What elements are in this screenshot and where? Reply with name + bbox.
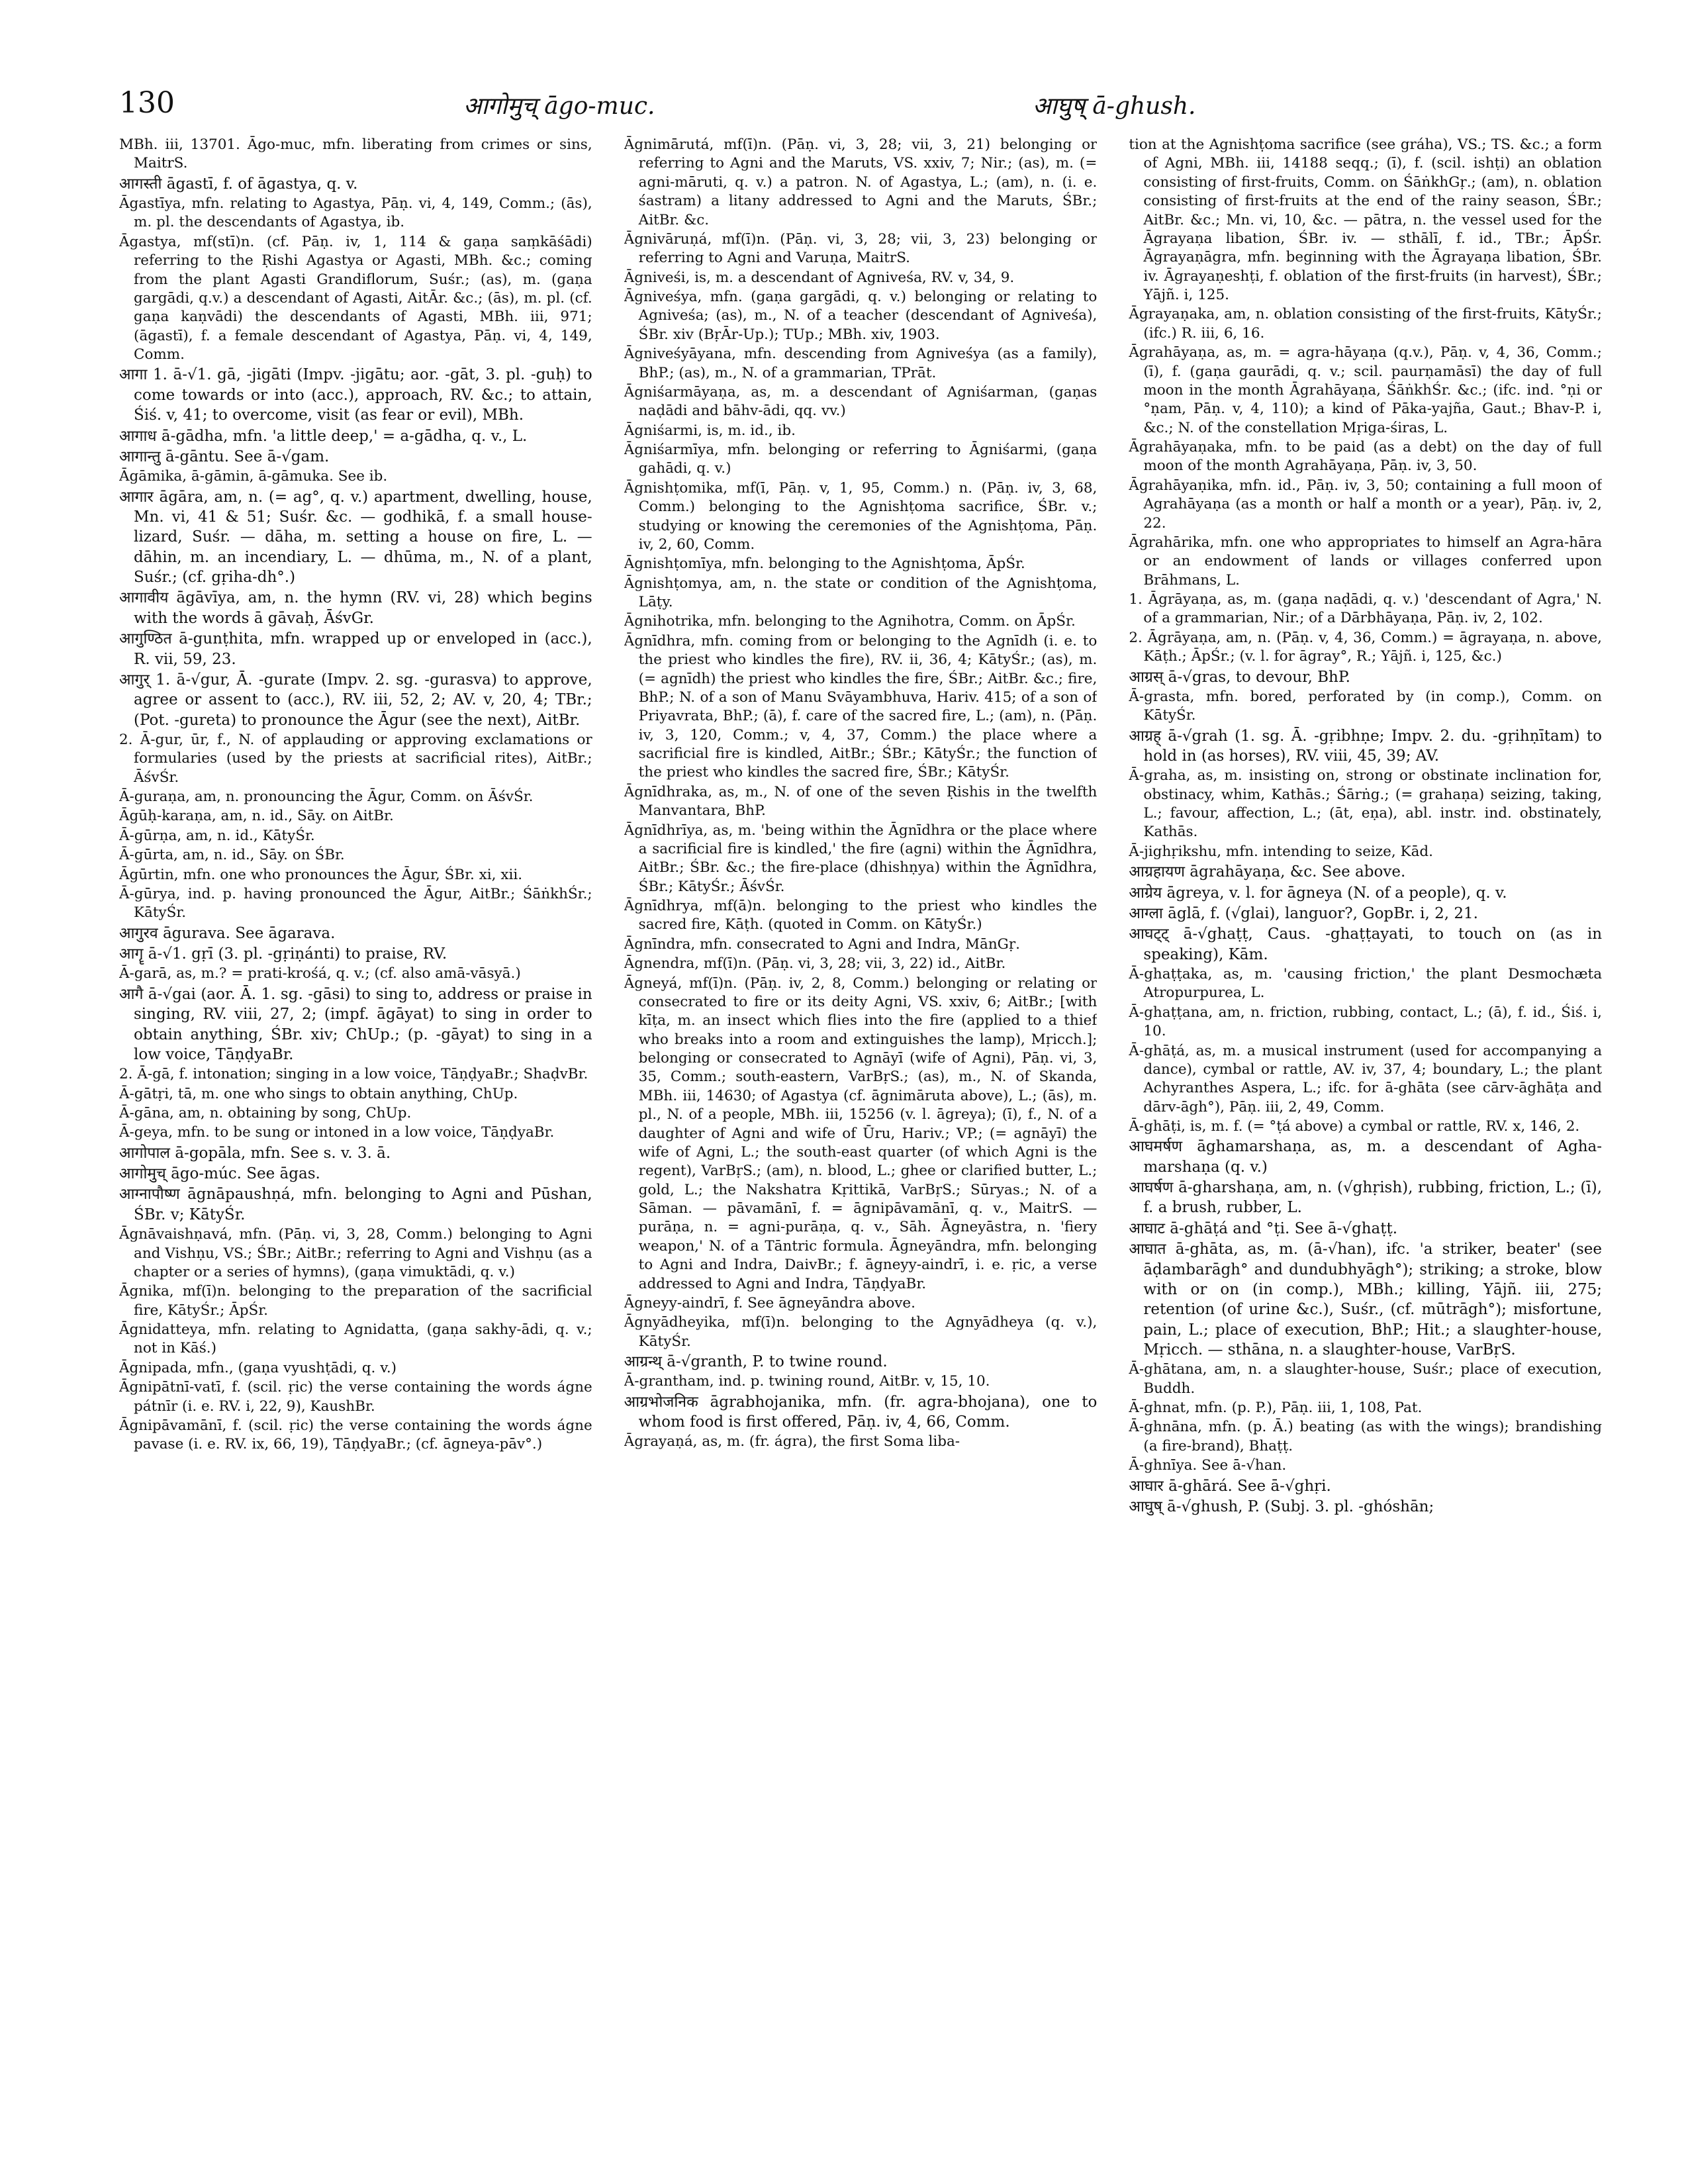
column-3 <box>1129 136 1602 2148</box>
dictionary-entry: आग्ला āglā, f. (√glai), languor?, GopBr. i, 2, 21. <box>1129 904 1478 922</box>
dictionary-entry: tion at the Agnishṭoma sacrifice (see gráha), VS.; TS. &c.; a form of Agni, MBh. iii, 14188 seqq.; (ī), f. (scil. ishṭi) an oblation consisting of first-fruits, Comm. on ŚāṅkhGṛ.; (am), n. oblation consisting of first-fruits at the end of the rainy season, ŚBr.; AitBr. &c.; Mn. vi, 10, &c. — pātra, n. the vessel used for the Āgrayaṇa libation, ŚBr. iv. — sthālī, f. id., TBr.; ĀpŚr. Āgrayaṇāgra, mfn. beginning with the Āgrayaṇa libation, ŚBr. iv. Āgrayaṇeshṭi, f. oblation of the first-fruits (in harvest), ŚBr.; Yājñ. i, 125. <box>1129 136 1603 303</box>
dictionary-entry: Āgnihotrika, mfn. belonging to the Agnihotra, Comm. on ĀpŚr. <box>624 613 1076 630</box>
dictionary-entry: Ā-gātṛi, tā, m. one who sings to obtain anything, ChUp. <box>119 1085 518 1102</box>
running-head-left: आगोमुच् āgo-muc. <box>463 93 655 120</box>
dictionary-entry: Āgrayaṇaka, am, n. oblation consisting of the first-fruits, KātyŚr.; (ifc.) R. iii, 6, 16. <box>1129 306 1603 342</box>
dictionary-entry: Āgnimārutá, mf(ī)n. (Pāṇ. vi, 3, 28; vii, 3, 21) belonging or referring to Agni and the Maruts, VS. xxiv, 7; Nir.; (as), m. (= agni-māruti, q. v.) a patron. N. of Agastya, L.; (am), n. (i. e. śastram) a litany addressed to Agni and the Maruts, ŚBr.; AitBr. &c. <box>624 136 1098 228</box>
column-2 <box>624 136 1098 2148</box>
dictionary-entry: आगॄ ā-√1. gṛī (3. pl. -gṛiṇánti) to praise, RV. <box>119 945 447 963</box>
dictionary-entry: Ā-ghāṭá, as, m. a musical instrument (used for accompanying a dance), cymbal or rattle, AV. iv, 37, 4; boundary, L.; the plant Achyranthes Aspera, L.; ifc. for ā-ghāta (see cārv-āghāṭa and dārv-āgh°), Pāṇ. iii, 2, 49, Comm. <box>1129 1042 1603 1116</box>
dictionary-entry: आगुर् 1. ā-√gur, Ā. -gurate (Impv. 2. sg. -gurasva) to approve, agree or assent to (acc.), RV. iii, 52, 2; AV. v, 20, 4; TBr.; (Pot. -gureta) to pronounce the Āgur (see the next), AitBr. <box>119 671 592 729</box>
dictionary-entry: Āgrahāyaṇaka, mfn. to be paid (as a debt) on the day of full moon of the month Agrahāyaṇa, Pāṇ. iv, 3, 50. <box>1129 439 1603 475</box>
dictionary-entry: Ā-gūrṇa, am, n. id., KātyŚr. <box>119 827 315 844</box>
column-1 <box>119 136 592 2148</box>
dictionary-entry: Ā-jighṛikshu, mfn. intending to seize, Kād. <box>1129 843 1433 860</box>
dictionary-entry: आगावीय āgāvīya, am, n. the hymn (RV. vi, 28) which begins with the words ā gāvaḥ, ĀśvGr. <box>119 589 592 627</box>
dictionary-entry: Ā-guraṇa, am, n. pronouncing the Āgur, Comm. on ĀśvŚr. <box>119 788 534 806</box>
dictionary-entry: Āgnīndra, mfn. consecrated to Agni and Indra, MānGṛ. <box>624 935 1020 953</box>
dictionary-entry: Ā-ghātana, am, n. a slaughter-house, Suśr.; place of execution, Buddh. <box>1129 1361 1603 1397</box>
dictionary-entry: Āgrahāyaṇa, as, m. = agra-hāyaṇa (q.v.), Pāṇ. v, 4, 36, Comm.; (ī), f. (gaṇa gaurādi, q. v.; scil. paurṇamāsī) the day of full moon in the month Āgrahāyaṇa, ŚāṅkhŚr. &c.; (ifc. ind. °ṇi or °ṇam, Pāṇ. v, 4, 110); a kind of Pāka-yajña, Gaut.; Bhav-P. i, &c.; N. of the constellation Mṛiga-śiras, L. <box>1129 344 1603 436</box>
dictionary-entry: आगाध ā-gādha, mfn. 'a little deep,' = a-gādha, q. v., L. <box>119 427 528 445</box>
dictionary-entry: Āgneyá, mf(ī)n. (Pāṇ. iv, 2, 8, Comm.) belonging or relating or consecrated to fire or its deity Agni, VS. xxiv, 6; AitBr.; [with kīṭa, m. an insect which flies into the fire (applied to a thief who breaks into a room and extinguishes the lamp), Mṛicch.]; belonging or consecrated to Agnāyī (wife of Agni), Pāṇ. vi, 3, 35, Comm.; south-eastern, VarBṛS.; (as), m., N. of Skanda, MBh. iii, 14630; of Agastya (cf. āgnimāruta above), L.; (ās), m. pl., N. of a people, MBh. iii, 15256 (v. l. āgreya); (ī), f., N. of a daughter of Agni and wife of Ūru, Hariv.; VP.; (= agnāyī) the wife of Agni, L.; the south-east quarter (of which Agni is the regent), VarBṛS.; (am), n. blood, L.; ghee or clarified butter, L.; gold, L.; the Nakshatra Kṛittikā, VarBṛS.; Sūryas.; N. of a Sāman. — pāvamānī, f. = āgnipāvamānī, q. v., MaitrS. — purāṇa, n. = agni-purāṇa, q. v., Sāh. Āgneyāstra, n. 'fiery weapon,' N. of a Tāntric formula. Āgneyāndra, mfn. belonging to Agni and Indra, DaivBr.; f. āgneyy-aindrī, i. e. ṛic, a verse addressed to Agni and Indra, TāṇḍyaBr. <box>624 974 1098 1292</box>
text-columns <box>119 136 1602 2148</box>
dictionary-entry: 1. Āgrāyaṇa, as, m. (gaṇa naḍādi, q. v.) 'descendant of Agra,' N. of a grammarian, Nir.; of a Dārbhāyaṇa, Pāṇ. iv, 2, 102. <box>1129 591 1603 627</box>
dictionary-entry: Āgūrtin, mfn. one who pronounces the Āgur, ŚBr. xi, xii. <box>119 866 523 883</box>
dictionary-entry: 2. Ā-gā, f. intonation; singing in a low voice, TāṇḍyaBr.; ShaḍvBr. <box>119 1066 588 1083</box>
dictionary-entry: Ā-ghnīya. See ā-√han. <box>1129 1457 1287 1474</box>
dictionary-entry: Āgniveśyāyana, mfn. descending from Agniveśya (as a family), BhP.; (as), m., N. of a grammarian, TPrāt. <box>624 346 1098 381</box>
dictionary-entry: आगोपाल ā-gopāla, mfn. See s. v. 3. ā. <box>119 1144 391 1162</box>
dictionary-entry: Āgnipātnī-vatī, f. (scil. ṛic) the verse containing the words ágne pátnīr (i. e. RV. i, 22, 9), KaushBr. <box>119 1379 592 1415</box>
dictionary-entry: Āgnishṭomya, am, n. the state or condition of the Agnishṭoma, Lāṭy. <box>624 575 1098 610</box>
dictionary-entry: आगा 1. ā-√1. gā, -jigāti (Impv. -jigātu; aor. -gāt, 3. pl. -guḥ) to come towards or into (acc.), approach, RV. &c.; to attain, Śiś. v, 41; to overcome, visit (as fear or evil), MBh. <box>119 366 592 424</box>
dictionary-entry: Ā-ghaṭṭaka, as, m. 'causing friction,' the plant Desmochæta Atropurpurea, L. <box>1129 966 1603 1002</box>
dictionary-entry: आघर्षण ā-gharshaṇa, am, n. (√ghṛish), rubbing, friction, L.; (ī), f. a brush, rubber, L. <box>1129 1179 1603 1217</box>
dictionary-entry: Āgastya, mf(stī)n. (cf. Pāṇ. iv, 1, 114 & gaṇa saṃkāśādi) referring to the Ṛishi Agastya or Agasti, MBh. &c.; coming from the plant Agasti Grandiflorum, Suśr.; (as), m. (gaṇa gargādi, q.v.) a descendant of Agasti, AitĀr. &c.; (ās), m. pl. (cf. gaṇa kaṇvādi) the descendants of Agasti, MBh. iii, 971; (āgastī), f. a female descendant of Agastya, Pāṇ. vi, 4, 149, Comm. <box>119 233 592 363</box>
dictionary-entry: Āgniveśi, is, m. a descendant of Agniveśa, RV. v, 34, 9. <box>624 269 1015 286</box>
dictionary-entry: आघट्ट् ā-√ghaṭṭ, Caus. -ghaṭṭayati, to touch on (as in speaking), Kām. <box>1129 926 1603 963</box>
dictionary-entry: Āgnendra, mf(ī)n. (Pāṇ. vi, 3, 28; vii, 3, 22) id., AitBr. <box>624 955 1006 973</box>
dictionary-entry: Āgniśarmāyaṇa, as, m. a descendant of Agniśarman, (gaṇas naḍādi and bāhv-ādi, qq. vv.) <box>624 383 1098 420</box>
dictionary-entry: Ā-grantham, ind. p. twining round, AitBr. v, 15, 10. <box>624 1373 990 1390</box>
dictionary-entry: 2. Ā-gur, ūr, f., N. of applauding or approving exclamations or formularies (used by the priests at sacrificial rites), AitBr.; ĀśvŚr. <box>119 731 592 786</box>
dictionary-entry: आग्रस् ā-√gras, to devour, BhP. <box>1129 668 1350 686</box>
dictionary-entry: आगान्तु ā-gāntu. See ā-√gam. <box>119 448 330 465</box>
dictionary-entry: Āgastīya, mfn. relating to Agastya, Pāṇ. vi, 4, 149, Comm.; (ās), m. pl. the descendants of Agastya, ib. <box>119 195 592 231</box>
dictionary-entry: आग्नापौष्ण āgnāpaushṇá, mfn. belonging to Agni and Pūshan, ŚBr. v; KātyŚr. <box>119 1186 592 1223</box>
dictionary-entry: Āgnāvaishṇavá, mfn. (Pāṇ. vi, 3, 28, Comm.) belonging to Agni and Vishṇu, VS.; ŚBr.; AitBr.; referring to Agni and Vishṇu (as a chapter or a series of hymns), (gaṇa vimuktādi, q. v.) <box>119 1226 592 1280</box>
dictionary-entry: Āgnipāvamānī, f. (scil. ṛic) the verse containing the words ágne pavase (i. e. RV. ix, 66, 19), TāṇḍyaBr.; (cf. āgneya-pāv°.) <box>119 1417 592 1453</box>
dictionary-entry: आग्रह् ā-√grah (1. sg. Ā. -gṛibhṇe; Impv. 2. du. -gṛihṇītam) to hold in (as horses), RV. viii, 45, 39; AV. <box>1129 727 1603 765</box>
dictionary-entry: आग्रेय āgreya, v. l. for āgneya (N. of a people), q. v. <box>1129 884 1507 902</box>
dictionary-entry: Āgnipada, mfn., (gaṇa vyushṭādi, q. v.) <box>119 1359 397 1376</box>
page-header <box>119 86 1575 132</box>
dictionary-entry: Āgāmika, ā-gāmin, ā-gāmuka. See ib. <box>119 468 388 485</box>
dictionary-entry: Āgnīdhrya, mf(ā)n. belonging to the priest who kindles the sacred fire, Kāṭh. (quoted in Comm. on KātyŚr.) <box>624 898 1098 933</box>
dictionary-entry: Ā-ghnat, mfn. (p. P.), Pāṇ. iii, 1, 108, Pat. <box>1129 1400 1423 1417</box>
dictionary-entry: आघात ā-ghāta, as, m. (ā-√han), ifc. 'a striker, beater' (see āḍambarāgh° and dundubhyāgh°); striking; a stroke, blow with or on (in comp.), MBh.; killing, Yājñ. iii, 275; retention (of urine &c.), Suśr., (cf. mūtrāgh°); misfortune, pain, L.; place of execution, BhP.; Hit.; a slaughter-house, Mṛicch. — sthāna, n. a slaughter-house, VarBṛS. <box>1129 1241 1603 1358</box>
dictionary-entry: Āgūḥ-karaṇa, am, n. id., Sāy. on AitBr. <box>119 808 394 825</box>
dictionary-entry: Āgnishṭomika, mf(ī, Pāṇ. v, 1, 95, Comm.) n. (Pāṇ. iv, 3, 68, Comm.) belonging to the Agnishṭoma sacrifice, ŚBr. v.; studying or knowing the ceremonies of the Agnishṭoma, Pāṇ. iv, 2, 60, Comm. <box>624 479 1098 553</box>
dictionary-entry: आघार ā-ghārá. See ā-√ghṛi. <box>1129 1477 1331 1495</box>
dictionary-entry: Āgneyy-aindrī, f. See āgneyāndra above. <box>624 1294 915 1311</box>
dictionary-entry: Āgnyādheyika, mf(ī)n. belonging to the Agnyādheya (q. v.), KātyŚr. <box>624 1314 1098 1350</box>
dictionary-entry: Ā-garā, as, m.? = prati-krośá, q. v.; (cf. also amā-vāsyā.) <box>119 965 521 982</box>
dictionary-entry: MBh. iii, 13701. Āgo-muc, mfn. liberating from crimes or sins, MaitrS. <box>119 136 592 172</box>
dictionary-entry: Āgnivāruṇá, mf(ī)n. (Pāṇ. vi, 3, 28; vii, 3, 23) belonging or referring to Agni and Varuṇa, MaitrS. <box>624 230 1098 267</box>
dictionary-entry: Āgnīdhrīya, as, m. 'being within the Āgnīdhra or the place where a sacrificial fire is kindled,' the fire (agni) within the Āgnīdhra, AitBr.; ŚBr. &c.; the fire-place (dhishṇya) within the Āgnīdhra, ŚBr.; KātyŚr.; ĀśvŚr. <box>624 822 1098 895</box>
dictionary-entry: आग्रभोजनिक āgrabhojanika, mfn. (fr. agra-bhojana), one to whom food is first offered, Pāṇ. iv, 4, 66, Comm. <box>624 1393 1098 1431</box>
dictionary-entry: आगुरव āgurava. See āgarava. <box>119 924 336 942</box>
dictionary-entry: आग्रहायण āgrahāyaṇa, &c. See above. <box>1129 863 1406 881</box>
dictionary-entry: आगुण्ठित ā-gunṭhita, mfn. wrapped up or enveloped in (acc.), R. vii, 59, 23. <box>119 630 592 668</box>
dictionary-entry: 2. Āgrāyaṇa, am, n. (Pāṇ. v, 4, 36, Comm.) = āgrayaṇa, n. above, Kāṭh.; ĀpŚr.; (v. l. for āgray°, R.; Yājñ. i, 125, &c.) <box>1129 629 1603 665</box>
dictionary-entry: Āgniveśya, mfn. (gaṇa gargādi, q. v.) belonging or relating to Agniveśa; (as), m., N. of a teacher (descendant of Agniveśa), ŚBr. xiv (BṛĀr-Up.); TUp.; MBh. xiv, 1903. <box>624 289 1098 343</box>
dictionary-entry: Ā-geya, mfn. to be sung or intoned in a low voice, TāṇḍyaBr. <box>119 1124 555 1141</box>
dictionary-entry: Ā-gūrta, am, n. id., Sāy. on ŚBr. <box>119 847 345 864</box>
dictionary-entry: Ā-ghnāna, mfn. (p. Ā.) beating (as with the wings); brandishing (a fire-brand), Bhaṭṭ. <box>1129 1419 1603 1454</box>
dictionary-entry: Āgnīdhra, mfn. coming from or belonging to the Agnīdh (i. e. to the priest who kindles the fire), RV. ii, 36, 4; KātyŚr.; (as), m. (= agnīdh) the priest who kindles the fire, ŚBr.; AitBr. &c.; fire, BhP.; N. of a son of Manu Svāyambhuva, Hariv. 415; of a son of Priyavrata, BhP.; (ā), f. care of the sacred fire, L.; (am), n. (Pāṇ. iv, 3, 120, Comm.; v, 4, 37, Comm.) the place where a sacrificial fire is kindled, AitBr.; ŚBr.; KātyŚr.; the function of the priest who kindles the sacred fire, ŚBr.; KātyŚr. <box>624 632 1098 781</box>
page-number: 130 <box>119 86 175 120</box>
dictionary-entry: Āgnidatteya, mfn. relating to Agnidatta, (gaṇa sakhy-ādi, q. v.; not in Kāś.) <box>119 1321 592 1357</box>
dictionary-entry: Ā-grasta, mfn. bored, perforated by (in comp.), Comm. on KātyŚr. <box>1129 688 1603 724</box>
dictionary-entry: Āgniśarmīya, mfn. belonging or referring to Āgniśarmi, (gaṇa gahādi, q. v.) <box>624 442 1098 477</box>
dictionary-entry: आगस्ती āgastī, f. of āgastya, q. v. <box>119 175 358 193</box>
dictionary-entry: आघुष् ā-√ghush, P. (Subj. 3. pl. -ghóshān; <box>1129 1497 1434 1515</box>
dictionary-entry: Āgrayaṇá, as, m. (fr. ágra), the first Soma liba- <box>624 1433 960 1450</box>
dictionary-entry: आगोमुच् āgo-múc. See āgas. <box>119 1165 320 1183</box>
dictionary-entry: आगार āgāra, am, n. (= ag°, q. v.) apartment, dwelling, house, Mn. vi, 41 & 51; Suśr. &c. — godhikā, f. a small house-lizard, Suśr. — dāha, m. setting a house on fire, L. — dāhin, m. an incendiary, L. — dhūma, m., N. of a plant, Suśr.; (cf. gṛiha-dh°.) <box>119 488 592 587</box>
dictionary-entry: Āgnika, mf(ī)n. belonging to the preparation of the sacrificial fire, KātyŚr.; ĀpŚr. <box>119 1283 592 1319</box>
dictionary-entry: Āgrahārika, mfn. one who appropriates to himself an Agra-hāra or an endowment of lands or villages conferred upon Brāhmans, L. <box>1129 534 1603 589</box>
dictionary-entry: Ā-ghāṭi, is, m. f. (= °ṭá above) a cymbal or rattle, RV. x, 146, 2. <box>1129 1118 1580 1135</box>
dictionary-entry: आघाट ā-ghāṭá and °ṭi. See ā-√ghaṭṭ. <box>1129 1219 1398 1237</box>
dictionary-entry: आघमर्षण āghamarshaṇa, as, m. a descendant of Agha-marshaṇa (q. v.) <box>1129 1138 1603 1176</box>
dictionary-entry: Ā-gāna, am, n. obtaining by song, ChUp. <box>119 1105 412 1121</box>
dictionary-entry: Ā-gūrya, ind. p. having pronounced the Āgur, AitBr.; ŚāṅkhŚr.; KātyŚr. <box>119 885 592 922</box>
dictionary-entry: आग्रन्थ् ā-√granth, P. to twine round. <box>624 1353 888 1370</box>
dictionary-entry: Āgnishṭomīya, mfn. belonging to the Agnishṭoma, ĀpŚr. <box>624 555 1025 573</box>
dictionary-entry: Ā-ghaṭṭana, am, n. friction, rubbing, contact, L.; (ā), f. id., Śiś. i, 10. <box>1129 1004 1603 1040</box>
dictionary-entry: Āgrahāyaṇika, mfn. id., Pāṇ. iv, 3, 50; containing a full moon of Agrahāyaṇa (as a month or half a month or a year), Pāṇ. iv, 2, 22. <box>1129 477 1603 532</box>
dictionary-entry: Āgniśarmi, is, m. id., ib. <box>624 422 796 439</box>
dictionary-entry: Āgnīdhraka, as, m., N. of one of the seven Ṛishis in the twelfth Manvantara, BhP. <box>624 783 1098 820</box>
running-head-right: आघुष् ā-ghush. <box>1033 93 1196 120</box>
dictionary-entry: Ā-graha, as, m. insisting on, strong or obstinate inclination for, obstinacy, whim, Kathās.; Śārṅg.; (= grahaṇa) seizing, taking, L.; favour, affection, L.; (āt, eṇa), abl. instr. ind. obstinately, Kathās. <box>1129 767 1603 841</box>
dictionary-entry: आगै ā-√gai (aor. Ā. 1. sg. -gāsi) to sing to, address or praise in singing, RV. viii, 27, 2; (impf. āgāyat) to sing in order to obtain anything, ŚBr. xiv; ChUp.; (p. -gāyat) to sing in a low voice, TāṇḍyaBr. <box>119 985 592 1063</box>
